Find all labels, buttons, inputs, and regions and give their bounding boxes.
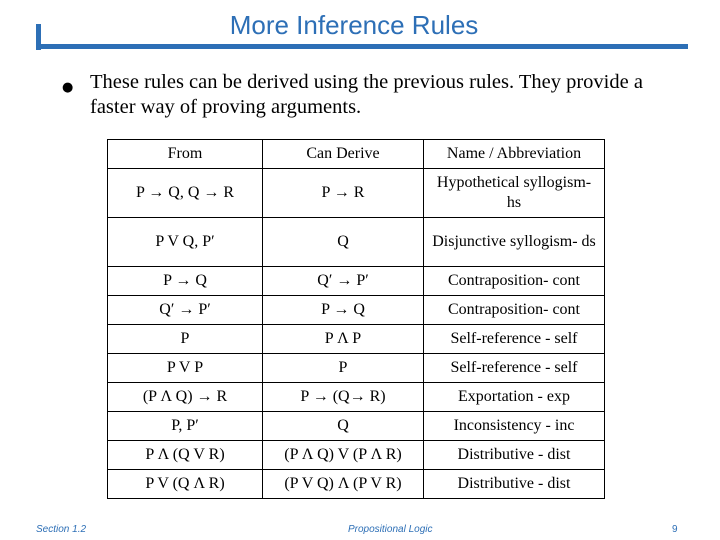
from-cell: P V (Q Λ R) — [108, 470, 263, 499]
name-cell: Contraposition- cont — [424, 296, 605, 325]
footer-section: Section 1.2 — [36, 524, 87, 535]
derive-cell: P Λ P — [263, 325, 424, 354]
header-from: From — [108, 140, 263, 169]
footer-topic: Propositional Logic — [348, 524, 433, 535]
table-row — [108, 383, 605, 412]
table-row — [108, 441, 605, 470]
title-bar-horizontal — [36, 44, 688, 49]
derive-cell: P → Q — [263, 296, 424, 325]
name-cell: Contraposition- cont — [424, 267, 605, 296]
derive-cell: Q — [263, 412, 424, 441]
name-cell: Distributive - dist — [424, 441, 605, 470]
derive-cell: P → (Q→ R) — [263, 383, 424, 412]
from-cell: (P Λ Q) → R — [108, 383, 263, 412]
from-cell: P V P — [108, 354, 263, 383]
from-cell: P, P′ — [108, 412, 263, 441]
header-name: Name / Abbreviation — [424, 140, 605, 169]
name-cell: Disjunctive syllogism- ds — [424, 218, 605, 267]
footer-page-number: 9 — [672, 524, 678, 535]
table-row — [108, 470, 605, 499]
derive-cell: (P V Q) Λ (P V R) — [263, 470, 424, 499]
inference-rules-table — [107, 139, 605, 499]
name-cell: Inconsistency - inc — [424, 412, 605, 441]
name-cell: Self-reference - self — [424, 354, 605, 383]
table-row — [108, 412, 605, 441]
derive-cell: Q′ → P′ — [263, 267, 424, 296]
table-row — [108, 169, 605, 218]
derive-cell: P → R — [263, 169, 424, 218]
from-cell: P Λ (Q V R) — [108, 441, 263, 470]
from-cell: P — [108, 325, 263, 354]
table-row — [108, 354, 605, 383]
bullet-text: These rules can be derived using the previous rules. They provide a faster way of proving arguments. — [90, 71, 643, 118]
name-cell: Self-reference - self — [424, 325, 605, 354]
table-row — [108, 218, 605, 267]
name-cell: Distributive - dist — [424, 470, 605, 499]
derive-cell: (P Λ Q) V (P Λ R) — [263, 441, 424, 470]
from-cell: Q′ → P′ — [108, 296, 263, 325]
name-cell: Exportation - exp — [424, 383, 605, 412]
name-cell: Hypothetical syllogism- hs — [424, 169, 605, 218]
slide-title: More Inference Rules — [229, 10, 479, 40]
table-row — [108, 325, 605, 354]
derive-cell: P — [263, 354, 424, 383]
table-row — [108, 296, 605, 325]
from-cell: P V Q, P′ — [108, 218, 263, 267]
from-cell: P → Q — [108, 267, 263, 296]
derive-cell: Q — [263, 218, 424, 267]
bullet-icon: ● — [62, 80, 74, 95]
table-header-row — [108, 140, 605, 169]
from-cell: P → Q, Q → R — [108, 169, 263, 218]
header-can-derive: Can Derive — [263, 140, 424, 169]
table-row — [108, 267, 605, 296]
